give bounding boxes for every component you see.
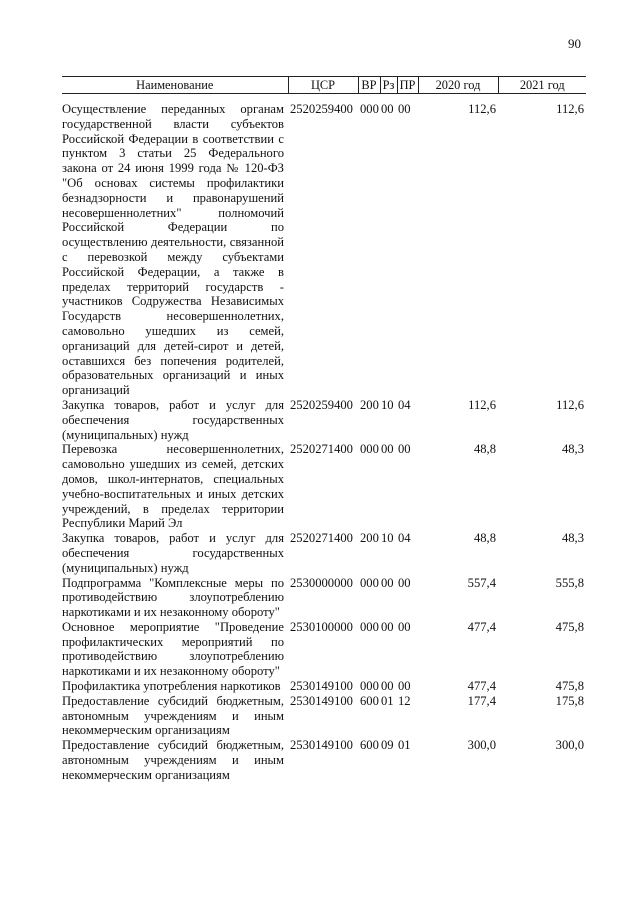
table-row xyxy=(62,442,586,531)
row-csr: 2530100000 xyxy=(290,619,353,634)
row-pr: 01 xyxy=(398,738,411,753)
header-rz: Рз xyxy=(380,77,397,94)
row-2020: 477,4 xyxy=(467,679,496,694)
table-row xyxy=(62,738,586,782)
row-csr: 2520271400 xyxy=(290,442,353,457)
header-2021: 2021 год xyxy=(498,77,586,94)
page-number: 90 xyxy=(568,36,581,51)
row-name: Предоставление субсидий бюджетным, автономным учреждениям и иным некоммерческим организациям xyxy=(62,738,284,782)
row-2020: 557,4 xyxy=(467,575,496,590)
row-vr: 000 xyxy=(360,619,379,634)
row-pr: 00 xyxy=(398,619,411,634)
header-2020: 2020 год xyxy=(418,77,498,94)
row-vr: 000 xyxy=(360,679,379,694)
row-rz: 01 xyxy=(381,693,394,708)
row-2021: 48,3 xyxy=(561,531,584,546)
row-name: Предоставление субсидий бюджетным, автономным учреждениям и иным некоммерческим организациям xyxy=(62,693,284,738)
table-row xyxy=(62,576,586,620)
row-pr: 00 xyxy=(398,442,411,457)
row-name: Перевозка несовершеннолетних, самовольно ушедших из семей, детских домов, школ-интернатов, специальных учебно-воспитательных и иных детских учреждений, в пределах территории Республики Марий Эл xyxy=(62,442,284,531)
row-pr: 12 xyxy=(398,693,411,708)
header-name: Наименование xyxy=(62,77,288,94)
row-pr: 04 xyxy=(398,531,411,546)
row-vr: 200 xyxy=(360,397,379,412)
row-csr: 2530149100 xyxy=(290,738,353,753)
row-2020: 300,0 xyxy=(467,738,496,753)
row-csr: 2520259400 xyxy=(290,102,353,116)
row-2021: 112,6 xyxy=(556,397,584,412)
row-rz: 00 xyxy=(381,102,394,116)
header-vr: ВР xyxy=(358,77,380,94)
header-csr: ЦСР xyxy=(288,77,358,94)
row-2020: 48,8 xyxy=(473,442,496,457)
row-2021: 475,8 xyxy=(555,619,584,634)
row-2021: 112,6 xyxy=(556,102,584,116)
row-vr: 000 xyxy=(360,102,379,116)
row-rz: 10 xyxy=(381,531,394,546)
row-vr: 200 xyxy=(360,531,379,546)
row-name: Закупка товаров, работ и услуг для обеспечения государственных (муниципальных) нужд xyxy=(62,397,284,442)
table-row xyxy=(62,620,586,679)
row-2020: 177,4 xyxy=(467,693,496,708)
row-csr: 2530000000 xyxy=(290,575,353,590)
row-2021: 175,8 xyxy=(555,693,584,708)
row-2020: 48,8 xyxy=(473,531,496,546)
row-csr: 2520259400 xyxy=(290,397,353,412)
row-vr: 000 xyxy=(360,575,379,590)
table-row xyxy=(62,679,586,694)
row-pr: 00 xyxy=(398,679,411,694)
row-2021: 48,3 xyxy=(561,442,584,457)
row-rz: 10 xyxy=(381,397,394,412)
row-2020: 112,6 xyxy=(468,397,496,412)
row-name: Подпрограмма "Комплексные меры по противодействию злоупотреблению наркотиками и их незаконному обороту" xyxy=(62,575,284,620)
row-2021: 555,8 xyxy=(555,575,584,590)
row-2021: 300,0 xyxy=(555,738,584,753)
row-rz: 09 xyxy=(381,738,394,753)
row-vr: 000 xyxy=(360,442,379,457)
row-rz: 00 xyxy=(381,442,394,457)
row-vr: 600 xyxy=(360,738,379,753)
row-vr: 600 xyxy=(360,693,379,708)
row-name: Основное мероприятие "Проведение профилактических мероприятий по противодействию злоупотреблению наркотиками и их незаконному обороту" xyxy=(62,619,284,679)
table-row xyxy=(62,398,586,442)
row-2021: 475,8 xyxy=(555,679,584,694)
row-pr: 04 xyxy=(398,397,411,412)
row-rz: 00 xyxy=(381,619,394,634)
budget-table xyxy=(62,76,586,783)
row-csr: 2530149100 xyxy=(290,679,353,694)
row-csr: 2520271400 xyxy=(290,531,353,546)
table-header-row xyxy=(62,77,586,94)
row-pr: 00 xyxy=(398,102,411,116)
row-csr: 2530149100 xyxy=(290,693,353,708)
row-2020: 112,6 xyxy=(468,102,496,116)
row-name: Профилактика употребления наркотиков xyxy=(62,679,281,694)
row-name: Закупка товаров, работ и услуг для обеспечения государственных (муниципальных) нужд xyxy=(62,531,284,575)
row-rz: 00 xyxy=(381,679,394,694)
table-row xyxy=(62,694,586,738)
header-pr: ПР xyxy=(397,77,418,94)
row-2020: 477,4 xyxy=(467,619,496,634)
table-row xyxy=(62,531,586,575)
table-row xyxy=(62,94,586,398)
row-rz: 00 xyxy=(381,575,394,590)
row-name: Осуществление переданных органам государственной власти субъектов Российской Федерации в соответствии с пунктом 3 статьи 25 Федерального закона от 24 июня 1999 года № 120-ФЗ "Об основах системы профилактики безнадзорности и правонарушений несовершеннолетних" полномочий Российской Федерации по осуществлению деятельности, связанной с перевозкой между субъектами Российской Федерации, а также в пределах территорий государств - участников Содружества Независимых Государств несовершеннолетних, самовольно ушедших из семей, организаций для детей-сирот и детей, оставшихся без попечения родителей, образовательных организаций и иных организаций xyxy=(62,102,284,398)
row-pr: 00 xyxy=(398,575,411,590)
